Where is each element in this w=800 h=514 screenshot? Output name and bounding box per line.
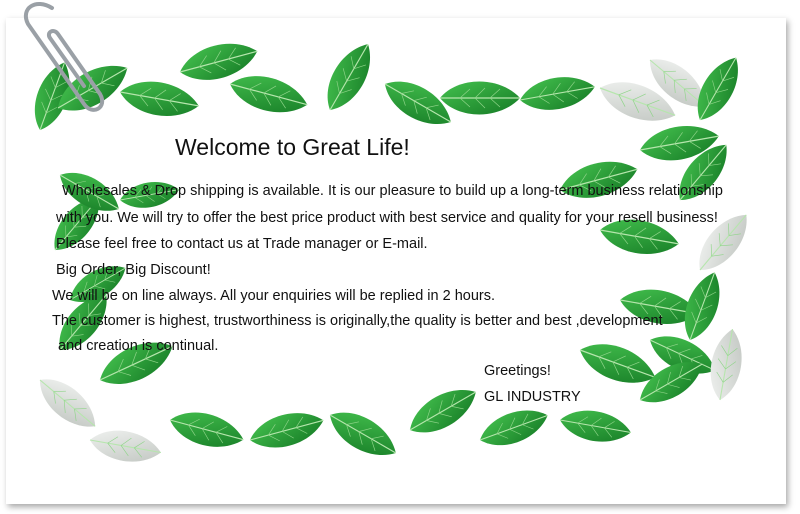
message-line: The customer is highest, trustworthiness is originally,the quality is better and best ,development [52, 313, 663, 329]
leaf-icon [402, 378, 483, 443]
leaf-icon [316, 36, 381, 117]
leaf-icon [87, 425, 163, 467]
leaf-icon [30, 369, 104, 438]
message-line: We will be on line always. All your enquiries will be replied in 2 hours. [52, 288, 496, 304]
leaf-icon [166, 405, 248, 455]
leaf-icon [517, 71, 597, 115]
message-line: Wholesales & Drop shipping is available. It is our pleasure to build up a long-term business relationship [62, 183, 723, 199]
message-line: with you. We will try to offer the best price product with best service and quality for your resell business! [56, 210, 718, 226]
signature-text: GL INDUSTRY [484, 389, 581, 405]
greeting-text: Greetings! [484, 363, 551, 379]
message-line: and creation is continual. [58, 338, 219, 354]
page-title: Welcome to Great Life! [175, 134, 410, 160]
leaf-icon [226, 68, 312, 121]
leaf-icon [705, 327, 747, 403]
leaf-icon [475, 401, 553, 454]
message-line: Big Order, Big Discount! [56, 262, 211, 278]
leaf-icon [440, 82, 520, 115]
leaf-icon [246, 405, 328, 455]
leaf-icon [322, 401, 403, 466]
message-line: Please feel free to contact us at Trade manager or E-mail. [56, 236, 428, 252]
leaf-icon [557, 405, 633, 447]
leaf-icon [117, 76, 202, 122]
